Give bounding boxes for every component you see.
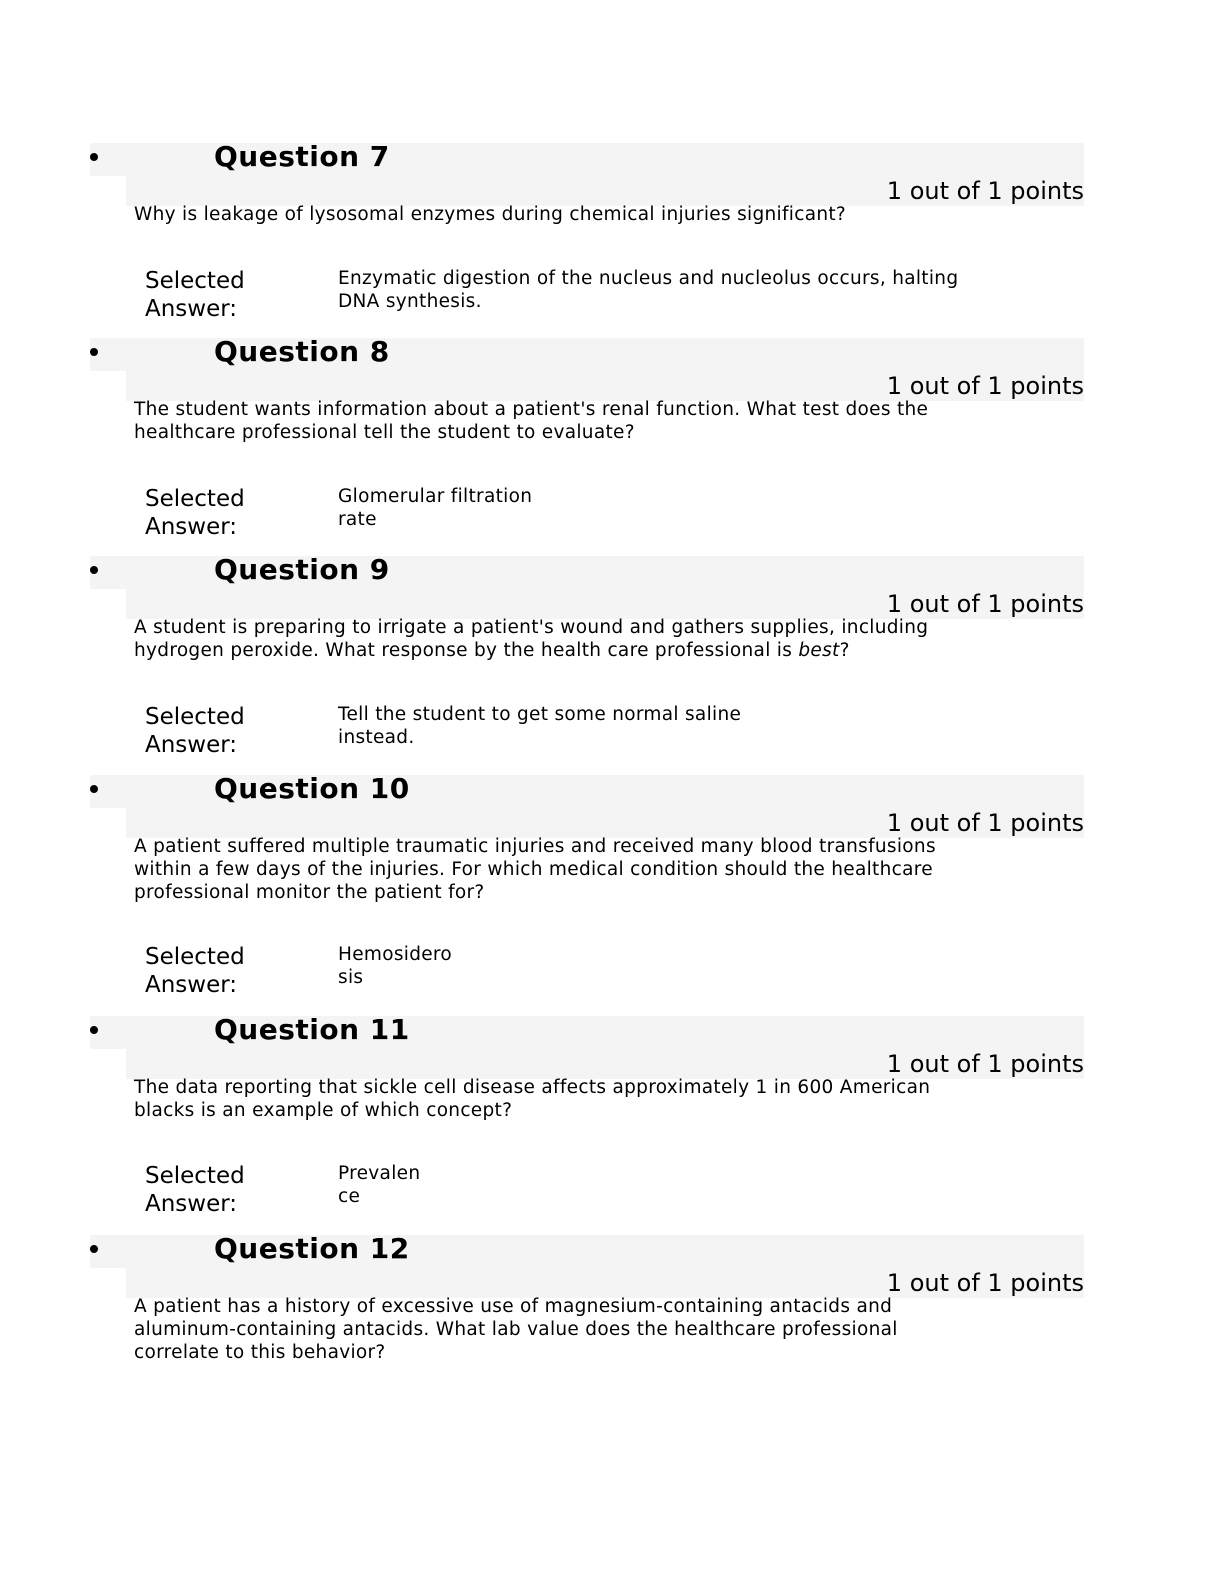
emphasis-text: best (798, 640, 840, 661)
question-text: The data reporting that sickle cell disease affects approximately 1 in 600 American blacks is an example of which concept? (134, 1077, 931, 1121)
selected-answer-value: Tell the student to get some normal saline instead. (338, 704, 742, 748)
question-title: Question 9 (214, 553, 390, 586)
selected-answer-value: Prevalen ce (338, 1163, 421, 1207)
selected-answer-label: Selected Answer: (145, 1163, 245, 1217)
question-title: Question 11 (214, 1013, 410, 1046)
question-title: Question 7 (214, 140, 390, 173)
question-text: A patient has a history of excessive use of magnesium-containing antacids and aluminum-containing antacids. What lab value does the healthcare professional correlate to this behavior? (134, 1296, 898, 1363)
question-text: A student is preparing to irrigate a patient's wound and gathers supplies, including hydrogen peroxide. What response by the health care professional is best? (134, 617, 929, 661)
question-points: 1 out of 1 points (886, 1050, 1084, 1078)
question-text: Why is leakage of lysosomal enzymes during chemical injuries significant? (134, 204, 847, 225)
selected-answer-label: Selected Answer: (145, 944, 245, 998)
question-points: 1 out of 1 points (886, 590, 1084, 618)
question-title: Question 8 (214, 335, 390, 368)
bullet-icon (90, 566, 98, 574)
selected-answer-label: Selected Answer: (145, 486, 245, 540)
question-points: 1 out of 1 points (886, 809, 1084, 837)
selected-answer-label: Selected Answer: (145, 704, 245, 758)
selected-answer-value: Hemosidero sis (338, 944, 453, 988)
bullet-icon (90, 153, 98, 161)
question-text: The student wants information about a patient's renal function. What test does the healthcare professional tell the student to evaluate? (134, 399, 929, 443)
selected-answer-value: Enzymatic digestion of the nucleus and nucleolus occurs, halting DNA synthesis. (338, 268, 959, 312)
question-points: 1 out of 1 points (886, 1269, 1084, 1297)
question-points: 1 out of 1 points (886, 177, 1084, 205)
question-points: 1 out of 1 points (886, 372, 1084, 400)
bullet-icon (90, 1245, 98, 1253)
bullet-icon (90, 1026, 98, 1034)
bullet-icon (90, 348, 98, 356)
question-title: Question 12 (214, 1232, 410, 1265)
question-text: A patient suffered multiple traumatic injuries and received many blood transfusions within a few days of the injuries. For which medical condition should the healthcare professional monitor the patient for? (134, 836, 936, 903)
bullet-icon (90, 785, 98, 793)
selected-answer-value: Glomerular filtration rate (338, 486, 533, 530)
question-title: Question 10 (214, 772, 410, 805)
selected-answer-label: Selected Answer: (145, 268, 245, 322)
